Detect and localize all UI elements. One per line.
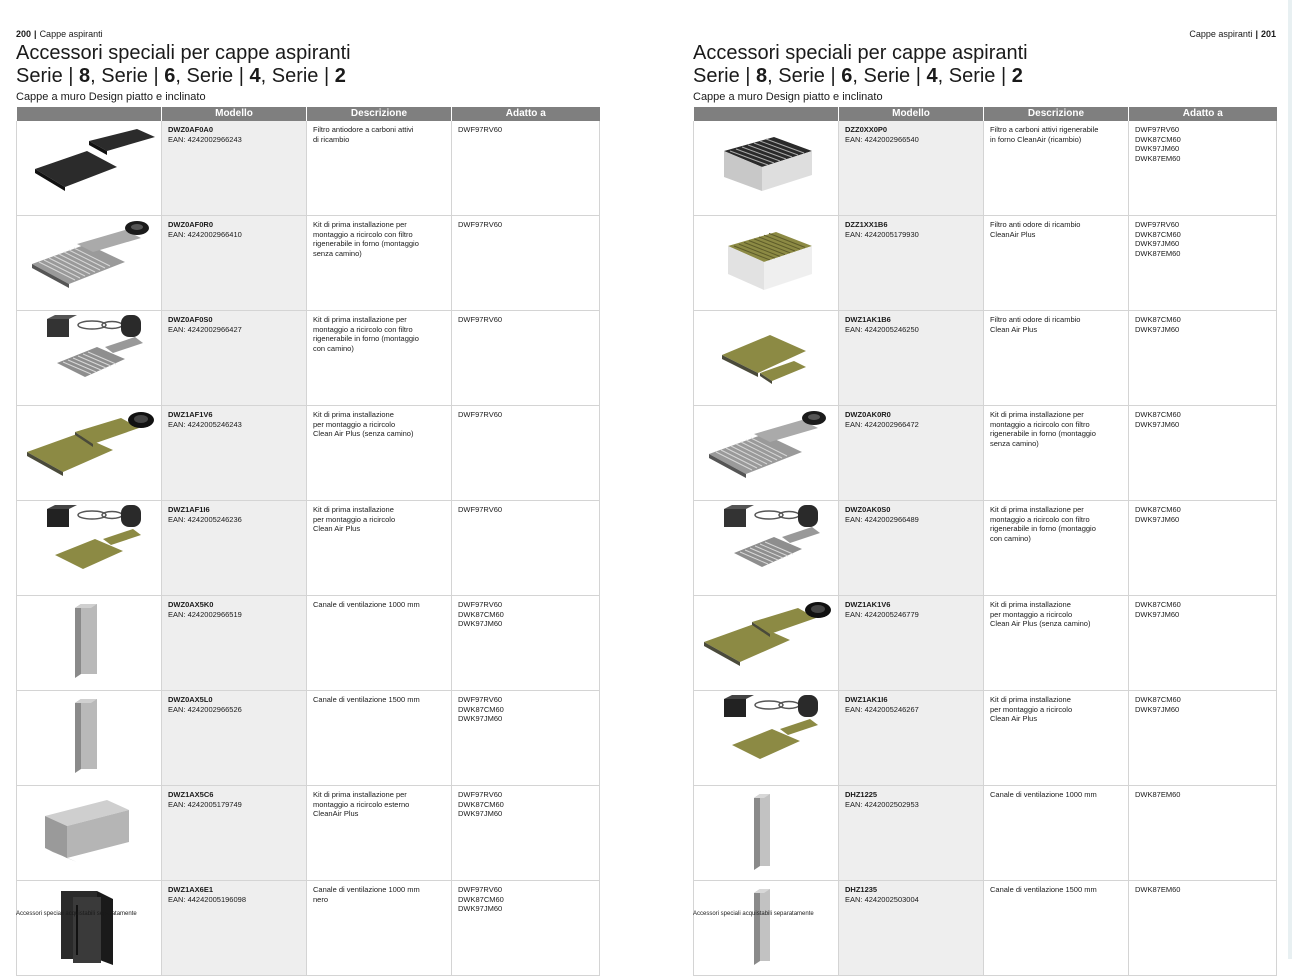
ean-code: EAN: 4242005246236 bbox=[168, 514, 242, 524]
table-row bbox=[17, 596, 600, 691]
description-text: Filtro anti odore di ricambio Clean Air Plus bbox=[990, 315, 1081, 334]
model-cell bbox=[162, 786, 307, 881]
description-cell bbox=[307, 121, 452, 216]
section-name: Cappe aspiranti bbox=[39, 29, 103, 39]
footnote: Accessori speciali acquistabili separatamente bbox=[16, 911, 137, 917]
table-row bbox=[694, 406, 1277, 501]
fits-cell bbox=[452, 786, 600, 881]
description-text: Canale di ventilazione 1500 mm bbox=[990, 885, 1097, 894]
model-code: DWZ1AK1V6 bbox=[845, 600, 891, 609]
table-row bbox=[694, 216, 1277, 311]
model-cell bbox=[162, 596, 307, 691]
model-cell bbox=[839, 596, 984, 691]
model-cell bbox=[162, 121, 307, 216]
slim-duct-icon bbox=[694, 881, 839, 968]
model-code: DZZ0XX0P0 bbox=[845, 125, 888, 134]
model-cell bbox=[162, 216, 307, 311]
ean-code: EAN: 4242005246267 bbox=[845, 704, 919, 714]
model-cell bbox=[162, 311, 307, 406]
ean-code: EAN: 4242002503004 bbox=[845, 894, 919, 904]
fits-cell bbox=[452, 121, 600, 216]
ean-code: EAN: 4242005246250 bbox=[845, 324, 919, 334]
description-text: Kit di prima installazione per montaggio a ricircolo Clean Air Plus bbox=[990, 695, 1073, 723]
description-cell bbox=[984, 881, 1129, 976]
product-image bbox=[694, 311, 839, 406]
table-row bbox=[694, 121, 1277, 216]
fits-list: DWF97RV60 bbox=[458, 220, 503, 229]
description-text: Canale di ventilazione 1000 mm nero bbox=[313, 885, 420, 904]
model-code: DWZ0AK0R0 bbox=[845, 410, 891, 419]
description-text: Kit di prima installazione per montaggio a ricircolo con filtro rigenerabile in forno (montaggio con camino) bbox=[990, 505, 1096, 543]
model-code: DWZ0AX5K0 bbox=[168, 600, 214, 609]
fits-list: DWK87CM60 DWK97JM60 bbox=[1135, 695, 1181, 714]
fits-cell bbox=[452, 216, 600, 311]
description-cell bbox=[984, 501, 1129, 596]
model-code: DWZ1AF1V6 bbox=[168, 410, 213, 419]
description-cell bbox=[984, 691, 1129, 786]
description-cell bbox=[307, 596, 452, 691]
product-image bbox=[17, 501, 162, 596]
page-header: Cappe aspiranti | 201 bbox=[1189, 29, 1276, 39]
recirculation-kit-chimney-icon bbox=[694, 501, 839, 588]
model-cell bbox=[162, 406, 307, 501]
description-text: Kit di prima installazione per montaggio a ricircolo Clean Air Plus (senza camino) bbox=[313, 410, 414, 438]
description-text: Canale di ventilazione 1500 mm bbox=[313, 695, 420, 704]
ean-code: EAN: 4242002502953 bbox=[845, 799, 919, 809]
fits-list: DWF97RV60 DWK87CM60 DWK97JM60 bbox=[458, 600, 504, 628]
cleanair-kit-chimney-icon bbox=[17, 501, 162, 588]
description-cell bbox=[307, 311, 452, 406]
product-image bbox=[17, 691, 162, 786]
fits-list: DWF97RV60 DWK87CM60 DWK97JM60 DWK87EM60 bbox=[1135, 125, 1181, 163]
page-number: 200 bbox=[16, 29, 32, 39]
accessories-table bbox=[693, 107, 1277, 976]
footnote: Accessori speciali acquistabili separatamente bbox=[693, 911, 814, 917]
product-image bbox=[17, 121, 162, 216]
product-image bbox=[17, 216, 162, 311]
model-cell bbox=[162, 881, 307, 976]
page-subtitle: Cappe a muro Design piatto e inclinato bbox=[16, 91, 206, 103]
page-header: 200 | Cappe aspiranti bbox=[16, 29, 103, 39]
description-text: Canale di ventilazione 1000 mm bbox=[313, 600, 420, 609]
fits-list: DWK87CM60 DWK97JM60 bbox=[1135, 600, 1181, 619]
col-header-model: Modello bbox=[162, 107, 307, 121]
fits-cell bbox=[452, 501, 600, 596]
model-code: DWZ1AK1I6 bbox=[845, 695, 888, 704]
model-code: DWZ0AF0S0 bbox=[168, 315, 213, 324]
fits-list: DWK87EM60 bbox=[1135, 790, 1181, 799]
fits-cell bbox=[1129, 691, 1277, 786]
product-image bbox=[17, 311, 162, 406]
description-cell bbox=[307, 501, 452, 596]
fits-cell bbox=[1129, 501, 1277, 596]
col-header-description: Descrizione bbox=[984, 107, 1129, 121]
ean-code: EAN: 4242002966410 bbox=[168, 229, 242, 239]
table-row bbox=[17, 881, 600, 976]
page-title: Accessori speciali per cappe aspiranti Serie | 8, Serie | 6, Serie | 4, Serie | 2 bbox=[16, 42, 351, 87]
black-duct-icon bbox=[17, 881, 162, 968]
model-code: DWZ1AF1I6 bbox=[168, 505, 210, 514]
model-code: DWZ0AF0R0 bbox=[168, 220, 214, 229]
model-cell bbox=[839, 786, 984, 881]
ean-code: EAN: 4242002966540 bbox=[845, 134, 919, 144]
fits-list: DWF97RV60 DWK87CM60 DWK97JM60 bbox=[458, 885, 504, 913]
description-text: Kit di prima installazione per montaggio a ricircolo con filtro rigenerabile in forno (montaggio con camino) bbox=[313, 315, 419, 353]
fits-list: DWK87CM60 DWK97JM60 bbox=[1135, 410, 1181, 429]
product-image bbox=[694, 596, 839, 691]
fits-cell bbox=[1129, 406, 1277, 501]
product-image bbox=[694, 121, 839, 216]
table-row bbox=[694, 786, 1277, 881]
ean-code: EAN: 44242005196098 bbox=[168, 894, 246, 904]
cleanair-kit-icon bbox=[694, 596, 839, 683]
fits-cell bbox=[452, 406, 600, 501]
description-text: Filtro antiodore a carboni attivi di ricambio bbox=[313, 125, 414, 144]
model-cell bbox=[162, 501, 307, 596]
table-row bbox=[694, 501, 1277, 596]
description-cell bbox=[984, 121, 1129, 216]
description-text: Kit di prima installazione per montaggio a ricircolo con filtro rigenerabile in forno (montaggio senza camino) bbox=[990, 410, 1096, 448]
ean-code: EAN: 4242005179749 bbox=[168, 799, 242, 809]
ean-code: EAN: 4242002966427 bbox=[168, 324, 242, 334]
description-cell bbox=[984, 406, 1129, 501]
fits-list: DWK87EM60 bbox=[1135, 885, 1181, 894]
description-cell bbox=[984, 596, 1129, 691]
model-code: DHZ1225 bbox=[845, 790, 878, 799]
page-title: Accessori speciali per cappe aspiranti Serie | 8, Serie | 6, Serie | 4, Serie | 2 bbox=[693, 42, 1028, 87]
ean-code: EAN: 4242002966489 bbox=[845, 514, 919, 524]
description-text: Kit di prima installazione per montaggio a ricircolo esterno CleanAir Plus bbox=[313, 790, 410, 818]
model-cell bbox=[839, 501, 984, 596]
fits-cell bbox=[1129, 881, 1277, 976]
description-cell bbox=[307, 691, 452, 786]
model-cell bbox=[839, 216, 984, 311]
product-image bbox=[694, 216, 839, 311]
description-text: Kit di prima installazione per montaggio a ricircolo Clean Air Plus (senza camino) bbox=[990, 600, 1091, 628]
page-number: 201 bbox=[1260, 29, 1276, 39]
cleanair-kit-chimney-icon bbox=[694, 691, 839, 778]
col-header-description: Descrizione bbox=[307, 107, 452, 121]
ventilation-duct-icon bbox=[17, 596, 162, 683]
product-image bbox=[17, 406, 162, 501]
fits-list: DWF97RV60 DWK87CM60 DWK97JM60 DWK87EM60 bbox=[1135, 220, 1181, 258]
fits-cell bbox=[1129, 311, 1277, 406]
product-image bbox=[694, 406, 839, 501]
fits-list: DWF97RV60 bbox=[458, 125, 503, 134]
product-image bbox=[17, 881, 162, 976]
product-image bbox=[694, 786, 839, 881]
col-header-fits: Adatto a bbox=[452, 107, 600, 121]
ean-code: EAN: 4242002966526 bbox=[168, 704, 242, 714]
ean-code: EAN: 4242005179930 bbox=[845, 229, 919, 239]
description-cell bbox=[984, 216, 1129, 311]
model-code: DWZ1AX5C6 bbox=[168, 790, 214, 799]
model-code: DWZ1AX6E1 bbox=[168, 885, 214, 894]
fits-list: DWF97RV60 DWK87CM60 DWK97JM60 bbox=[458, 790, 504, 818]
table-row bbox=[17, 406, 600, 501]
table-row bbox=[694, 691, 1277, 786]
recirculation-kit-chimney-icon bbox=[17, 311, 162, 398]
ean-code: EAN: 4242005246243 bbox=[168, 419, 242, 429]
product-image bbox=[694, 501, 839, 596]
description-cell bbox=[307, 406, 452, 501]
model-code: DWZ0AX5L0 bbox=[168, 695, 213, 704]
description-cell bbox=[984, 786, 1129, 881]
table-row bbox=[17, 691, 600, 786]
description-text: Kit di prima installazione per montaggio a ricircolo con filtro rigenerabile in forno (montaggio senza camino) bbox=[313, 220, 419, 258]
ean-code: EAN: 4242002966519 bbox=[168, 609, 242, 619]
fits-list: DWF97RV60 bbox=[458, 315, 503, 324]
table-row bbox=[17, 121, 600, 216]
regenerable-filter-box-icon bbox=[694, 121, 839, 208]
page-edge bbox=[1288, 0, 1292, 959]
fits-cell bbox=[452, 311, 600, 406]
table-row bbox=[17, 216, 600, 311]
model-cell bbox=[839, 881, 984, 976]
table-row bbox=[17, 786, 600, 881]
model-cell bbox=[839, 691, 984, 786]
table-row bbox=[17, 501, 600, 596]
left-page bbox=[16, 0, 616, 959]
fits-cell bbox=[452, 691, 600, 786]
cleanair-kit-icon bbox=[17, 406, 162, 493]
model-code: DZZ1XX1B6 bbox=[845, 220, 888, 229]
right-page bbox=[693, 0, 1292, 959]
fits-list: DWF97RV60 bbox=[458, 410, 503, 419]
description-text: Kit di prima installazione per montaggio a ricircolo Clean Air Plus bbox=[313, 505, 396, 533]
fits-list: DWK87CM60 DWK97JM60 bbox=[1135, 315, 1181, 334]
external-recirculation-kit-icon bbox=[17, 786, 162, 873]
model-code: DHZ1235 bbox=[845, 885, 878, 894]
fits-cell bbox=[452, 596, 600, 691]
col-header-fits: Adatto a bbox=[1129, 107, 1277, 121]
description-text: Filtro a carboni attivi rigenerabile in forno CleanAir (ricambio) bbox=[990, 125, 1099, 144]
fits-cell bbox=[1129, 596, 1277, 691]
table-row bbox=[694, 596, 1277, 691]
description-cell bbox=[307, 786, 452, 881]
accessories-table bbox=[16, 107, 600, 976]
ean-code: EAN: 4242002966243 bbox=[168, 134, 242, 144]
fits-cell bbox=[1129, 121, 1277, 216]
model-code: DWZ0AK0S0 bbox=[845, 505, 891, 514]
description-cell bbox=[307, 216, 452, 311]
fits-list: DWF97RV60 bbox=[458, 505, 503, 514]
col-header-model: Modello bbox=[839, 107, 984, 121]
cleanair-filters-icon bbox=[694, 311, 839, 398]
fits-cell bbox=[452, 881, 600, 976]
model-code: DWZ0AF0A0 bbox=[168, 125, 214, 134]
fits-cell bbox=[1129, 786, 1277, 881]
recirculation-kit-icon bbox=[17, 216, 162, 303]
product-image bbox=[694, 881, 839, 976]
model-cell bbox=[839, 406, 984, 501]
model-cell bbox=[162, 691, 307, 786]
ean-code: EAN: 4242005246779 bbox=[845, 609, 919, 619]
description-cell bbox=[307, 881, 452, 976]
ventilation-duct-icon bbox=[17, 691, 162, 778]
table-row bbox=[17, 311, 600, 406]
fits-cell bbox=[1129, 216, 1277, 311]
product-image bbox=[17, 596, 162, 691]
ean-code: EAN: 4242002966472 bbox=[845, 419, 919, 429]
carbon-filters-icon bbox=[17, 121, 162, 208]
slim-duct-icon bbox=[694, 786, 839, 873]
description-text: Canale di ventilazione 1000 mm bbox=[990, 790, 1097, 799]
table-row bbox=[694, 311, 1277, 406]
page-subtitle: Cappe a muro Design piatto e inclinato bbox=[693, 91, 883, 103]
recirculation-kit-icon bbox=[694, 406, 839, 493]
description-text: Filtro anti odore di ricambio CleanAir Plus bbox=[990, 220, 1081, 239]
product-image bbox=[17, 786, 162, 881]
product-image bbox=[694, 691, 839, 786]
fits-list: DWK87CM60 DWK97JM60 bbox=[1135, 505, 1181, 524]
table-row bbox=[694, 881, 1277, 976]
model-code: DWZ1AK1B6 bbox=[845, 315, 891, 324]
model-cell bbox=[839, 311, 984, 406]
model-cell bbox=[839, 121, 984, 216]
section-name: Cappe aspiranti bbox=[1189, 29, 1253, 39]
cleanair-filter-box-icon bbox=[694, 216, 839, 303]
fits-list: DWF97RV60 DWK87CM60 DWK97JM60 bbox=[458, 695, 504, 723]
description-cell bbox=[984, 311, 1129, 406]
